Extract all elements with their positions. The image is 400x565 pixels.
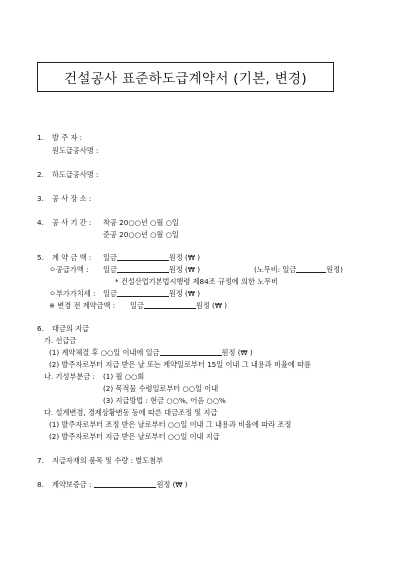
price-adjustment-2: (2) 발주자로부터 지급 받은 날로부터 ○○일 이내 지급	[49, 432, 220, 441]
main-contract-name-label: 원도급공사명 :	[52, 146, 99, 155]
contract-amount-label: 계 약 금 액 :	[52, 253, 92, 262]
section-2-number: 2.	[37, 170, 44, 179]
supply-price-line: 일금 원정 (₩ )	[103, 265, 201, 274]
price-adjustment-1: (1) 발주자로부터 조정 받은 날로부터 ○○일 이내 그 내용과 비율에 따라 조정	[49, 420, 292, 429]
subcontract-name-label: 하도급공사명 :	[52, 170, 99, 179]
site-location-label: 공 사 장 소 :	[52, 194, 92, 203]
supply-price-label: ㅇ공급가액 :	[49, 265, 89, 274]
progress-payment-2: (2) 목적물 수령일로부터 ○○일 이내	[103, 384, 219, 393]
supplied-materials-label: 지급자재의 품목 및 수량 : 별도첨부	[52, 456, 164, 465]
period-start: 착공 20○○년 ○월 ○일	[103, 218, 179, 227]
section-8-number: 8.	[37, 480, 44, 489]
vat-label: ㅇ부가가치세 :	[49, 289, 96, 298]
section-5-number: 5.	[37, 253, 44, 262]
section-6-number: 6.	[37, 324, 44, 333]
payment-label: 대금의 지급	[52, 324, 90, 333]
progress-payment-3: (3) 지급방법 : 현금 ○○%, 어음 ○○%	[103, 396, 226, 405]
period-end: 준공 20○○년 ○월 ○일	[103, 230, 179, 239]
previous-amount-line: 일금 원정 (₩ )	[130, 301, 228, 310]
advance-payment-2: (2) 발주자로부터 지급 받은 날 또는 계약일로부터 15일 이내 그 내용과 비율에 따름	[49, 360, 311, 369]
price-adjustment-heading: 다. 설계변경, 경제상황변동 등에 따른 대금조정 및 지급	[44, 408, 218, 417]
labor-cost-line: (노무비: 일금 원정)	[254, 265, 343, 274]
previous-amount-label: ※ 변경 전 계약금액 :	[49, 301, 116, 310]
progress-payment-1: (1) 월 ○○회	[103, 372, 145, 381]
advance-payment-heading: 가. 선급금	[44, 336, 77, 345]
labor-cost-note: * 건설산업기본법시행령 제84조 규정에 의한 노무비	[115, 277, 279, 286]
orderer-label: 발 주 자 :	[52, 133, 83, 142]
section-4-number: 4.	[37, 218, 44, 227]
vat-line: 일금 원정 (₩ )	[103, 289, 201, 298]
contract-amount-line: 일금 원정 (₩ )	[103, 253, 201, 262]
document-title: 건설공사 표준하도급계약서 (기본, 변경)	[37, 62, 334, 92]
contract-deposit-line: 계약보증금 : 원정 (₩ )	[52, 480, 188, 489]
section-1-number: 1.	[37, 133, 44, 142]
section-7-number: 7.	[37, 456, 44, 465]
advance-payment-1: (1) 계약체결 후 ○○일 이내에 일금 원정 (₩ )	[49, 348, 253, 357]
progress-payment-heading: 나. 기성부분금 :	[44, 372, 95, 381]
section-3-number: 3.	[37, 194, 44, 203]
period-label: 공 사 기 간 :	[52, 218, 92, 227]
